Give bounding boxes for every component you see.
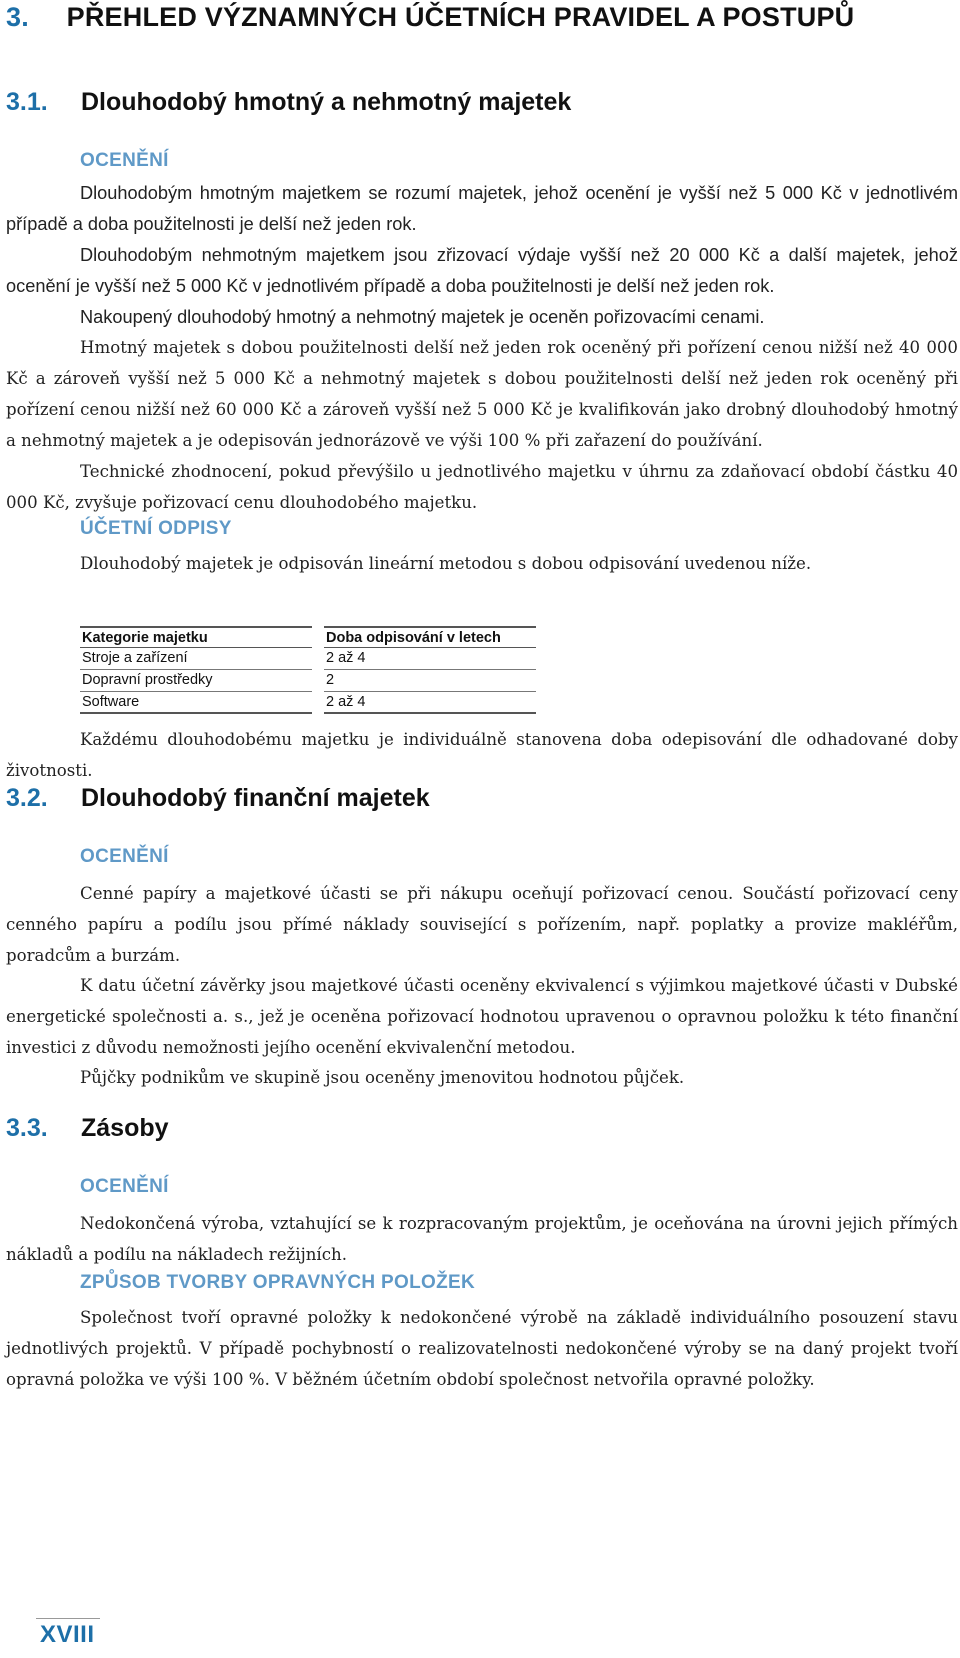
section-heading bbox=[6, 1114, 169, 1143]
section-number: 3.1. bbox=[6, 88, 48, 116]
footer-rule bbox=[36, 1618, 100, 1619]
table-row bbox=[80, 648, 536, 670]
section-title: Zásoby bbox=[81, 1114, 169, 1142]
table-header-cell: Doba odpisování v letech bbox=[324, 626, 536, 648]
chapter-number: 3. bbox=[6, 2, 29, 32]
table-cell: 2 až 4 bbox=[324, 648, 536, 670]
paragraph: Každému dlouhodobému majetku je individuálně stanovena doba odepisování dle odhadované doby životnosti. bbox=[6, 730, 958, 780]
paragraph: Nedokončená výroba, vztahující se k rozpracovaným projektům, je oceňována na úrovni jejich přímých nákladů a podílu na nákladech režijních. bbox=[6, 1214, 958, 1264]
subheading: OCENĚNÍ bbox=[80, 846, 169, 867]
table-cell: 2 bbox=[324, 670, 536, 692]
subheading: OCENĚNÍ bbox=[80, 150, 169, 171]
table-row bbox=[80, 670, 536, 692]
page-number: XVIII bbox=[40, 1621, 95, 1648]
depreciation-table bbox=[80, 626, 536, 714]
table-cell: Dopravní prostředky bbox=[80, 670, 312, 692]
section-number: 3.3. bbox=[6, 1114, 48, 1142]
table-cell: Stroje a zařízení bbox=[80, 648, 312, 670]
subheading: ZPŮSOB TVORBY OPRAVNÝCH POLOŽEK bbox=[80, 1272, 475, 1293]
chapter-title bbox=[6, 2, 854, 33]
section-heading bbox=[6, 784, 430, 813]
paragraph: Cenné papíry a majetkové účasti se při nákupu oceňují pořizovací cenou. Součástí pořizovací ceny cenného papíru a podílu jsou přímé náklady související s pořízením, např. poplatky a provize makléřům, poradcům a burzám. bbox=[6, 884, 958, 965]
section-title: Dlouhodobý hmotný a nehmotný majetek bbox=[81, 88, 572, 116]
paragraph: Technické zhodnocení, pokud převýšilo u jednotlivého majetku v úhrnu za zdaňovací období částku 40 000 Kč, zvyšuje pořizovací cenu dlouhodobého majetku. bbox=[6, 462, 958, 512]
paragraph: Dlouhodobým hmotným majetkem se rozumí majetek, jehož ocenění je vyšší než 5 000 Kč v jednotlivém případě a doba použitelnosti je delší než jeden rok. bbox=[6, 183, 958, 234]
table-cell: 2 až 4 bbox=[324, 692, 536, 714]
table-row bbox=[80, 692, 536, 714]
table-cell: Software bbox=[80, 692, 312, 714]
section-number: 3.2. bbox=[6, 784, 48, 812]
paragraph: K datu účetní závěrky jsou majetkové účasti oceněny ekvivalencí s výjimkou majetkové účasti v Dubské energetické společnosti a. s., jež je oceněna pořizovací hodnotou upravenou o opravnou položku k této finanční investici z důvodu nemožnosti jejího ocenění ekvivalenční metodou. bbox=[6, 976, 958, 1057]
subheading: OCENĚNÍ bbox=[80, 1176, 169, 1197]
paragraph: Dlouhodobý majetek je odpisován lineární metodou s dobou odpisování uvedenou níže. bbox=[80, 554, 812, 573]
section-title: Dlouhodobý finanční majetek bbox=[81, 784, 430, 812]
subheading: ÚČETNÍ ODPISY bbox=[80, 518, 232, 539]
table-header-cell: Kategorie majetku bbox=[80, 626, 312, 648]
chapter-title-text: PŘEHLED VÝZNAMNÝCH ÚČETNÍCH PRAVIDEL A POSTUPŮ bbox=[66, 2, 855, 32]
paragraph: Půjčky podnikům ve skupině jsou oceněny jmenovitou hodnotou půjček. bbox=[80, 1068, 685, 1087]
section-heading bbox=[6, 88, 571, 117]
paragraph: Společnost tvoří opravné položky k nedokončené výrobě na základě individuálního posouzení stavu jednotlivých projektů. V případě pochybností o realizovatelnosti nedokončené výroby se na daný projekt tvoří opravná položka ve výši 100 %. V běžném účetním období společnost netvořila opravné položky. bbox=[6, 1308, 958, 1389]
table-header-row bbox=[80, 626, 536, 648]
paragraph: Dlouhodobým nehmotným majetkem jsou zřizovací výdaje vyšší než 20 000 Kč a další majetek, jehož ocenění je vyšší než 5 000 Kč v jednotlivém případě a doba použitelnosti je delší než jeden rok. bbox=[6, 245, 958, 296]
paragraph: Hmotný majetek s dobou použitelnosti delší než jeden rok oceněný při pořízení cenou nižší než 40 000 Kč a zároveň vyšší než 5 000 Kč a nehmotný majetek s dobou použitelnosti delší než jeden rok oceněný při pořízení cenou nižší než 60 000 Kč a zároveň vyšší než 5 000 Kč je kvalifikován jako drobný dlouhodobý hmotný a nehmotný majetek a je odepisován jednorázově ve výši 100 % při zařazení do používání. bbox=[6, 338, 958, 450]
paragraph: Nakoupený dlouhodobý hmotný a nehmotný majetek je oceněn pořizovacími cenami. bbox=[80, 307, 765, 327]
